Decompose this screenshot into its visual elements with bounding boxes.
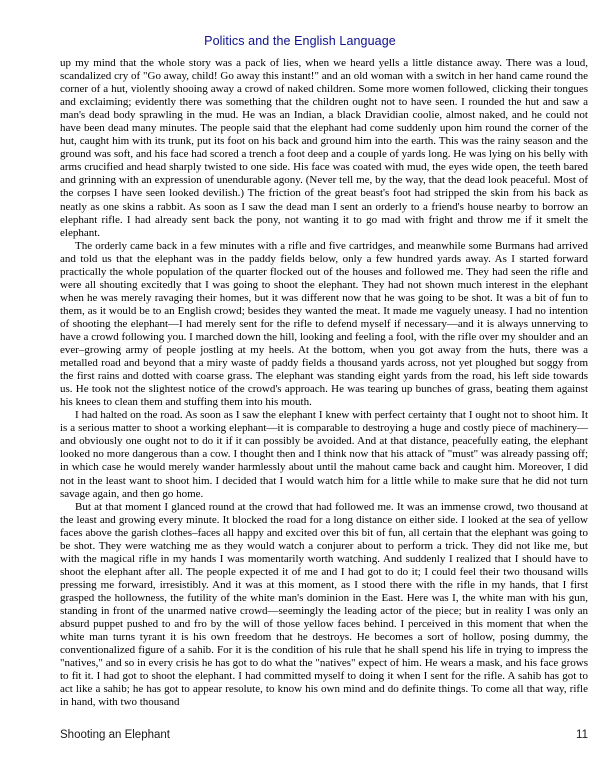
paragraph: The orderly came back in a few minutes with a rifle and five cartridges, and meanwhile some Burmans had arrived and told us that the elephant was in the paddy fields below, only a few hundred yards away. As I started forward practically the whole population of the quarter flocked out of the houses and followed me. They had seen the rifle and were all shouting excitedly that I was going to shoot the elephant. They had not shown much interest in the elephant when he was merely ravaging their homes, but it was different now that he was going to be shot. It was a bit of fun to them, as it would be to an English crowd; besides they wanted the meat. It made me vaguely uneasy. I had no intention of shooting the elephant––I had merely sent for the rifle to defend myself if necessary––and it is always unnerving to have a crowd following you. I marched down the hill, looking and feeling a fool, with the rifle over my shoulder and an ever–growing army of people jostling at my heels. At the bottom, when you got away from the huts, there was a metalled road and beyond that a miry waste of paddy fields a thousand yards across, not yet ploughed but soggy from the first rains and dotted with coarse grass. The elephant was standing eight yards from the road, his left side towards us. He took not the slightest notice of the crowd's approach. He was tearing up bunches of grass, beating them against his knees to clean them and stuffing them into his mouth. (60, 239, 588, 409)
page-text-block (60, 57, 588, 709)
paragraph: But at that moment I glanced round at the crowd that had followed me. It was an immense crowd, two thousand at the least and growing every minute. It blocked the road for a long distance on either side. I looked at the sea of yellow faces above the garish clothes–faces all happy and excited over this bit of fun, all certain that the elephant was going to be shot. They were watching me as they would watch a conjurer about to perform a trick. They did not like me, but with the magical rifle in my hands I was momentarily worth watching. And suddenly I realized that I should have to shoot the elephant after all. The people expected it of me and I had got to do it; I could feel their two thousand wills pressing me forward, irresistibly. And it was at this moment, as I stood there with the rifle in my hands, that I first grasped the hollowness, the futility of the white man's dominion in the East. Here was I, the white man with his gun, standing in front of the unarmed native crowd––seemingly the leading actor of the piece; but in reality I was only an absurd puppet pushed to and fro by the will of those yellow faces behind. I perceived in this moment that when the white man turns tyrant it is his own freedom that he destroys. He becomes a sort of hollow, posing dummy, the conventionalized figure of a sahib. For it is the condition of his rule that he shall spend his life in trying to impress the "natives," and so in every crisis he has got to do what the "natives" expect of him. He wears a mask, and his face grows to fit it. I had got to shoot the elephant. I had committed myself to doing it when I sent for the rifle. A sahib has got to act like a sahib; he has got to appear resolute, to know his own mind and do definite things. To come all that way, rifle in hand, with two thousand (60, 500, 588, 709)
paragraph: up my mind that the whole story was a pack of lies, when we heard yells a little distance away. There was a loud, scandalized cry of "Go away, child! Go away this instant!" and an old woman with a switch in her hand came round the corner of a hut, violently shooing away a crowd of naked children. Some more women followed, clicking their tongues and exclaiming; evidently there was something that the children ought not to have seen. I rounded the hut and saw a man's dead body sprawling in the mud. He was an Indian, a black Dravidian coolie, almost naked, and he could not have been dead many minutes. The people said that the elephant had come suddenly upon him round the corner of the hut, caught him with its trunk, put its foot on his back and ground him into the earth. This was the rainy season and the ground was soft, and his face had scored a trench a foot deep and a couple of yards long. He was lying on his belly with arms crucified and head sharply twisted to one side. His face was coated with mud, the eyes wide open, the teeth bared and grinning with an expression of unendurable agony. (Never tell me, by the way, that the dead look peaceful. Most of the corpses I have seen looked devilish.) The friction of the great beast's foot had stripped the skin from his back as neatly as one skins a rabbit. As soon as I saw the dead man I sent an orderly to a friend's house nearby to borrow an elephant rifle. I had already sent back the pony, not wanting it to go mad with fright and throw me if it smelt the elephant. (60, 57, 588, 239)
running-header-title: Politics and the English Language (204, 34, 396, 48)
footer-page-number: 11 (576, 729, 588, 741)
page-footer (60, 729, 588, 741)
paragraph: I had halted on the road. As soon as I saw the elephant I knew with perfect certainty that I ought not to shoot him. It is a serious matter to shoot a working elephant––it is comparable to destroying a huge and costly piece of machinery––and obviously one ought not to do it if it can possibly be avoided. And at that distance, peacefully eating, the elephant looked no more dangerous than a cow. I thought then and I think now that his attack of "must" was already passing off; in which case he would merely wander harmlessly about until the mahout came back and caught him. Moreover, I did not in the least want to shoot him. I decided that I would watch him for a little while to make sure that he did not turn savage again, and then go home. (60, 409, 588, 500)
footer-chapter-title: Shooting an Elephant (60, 729, 170, 741)
